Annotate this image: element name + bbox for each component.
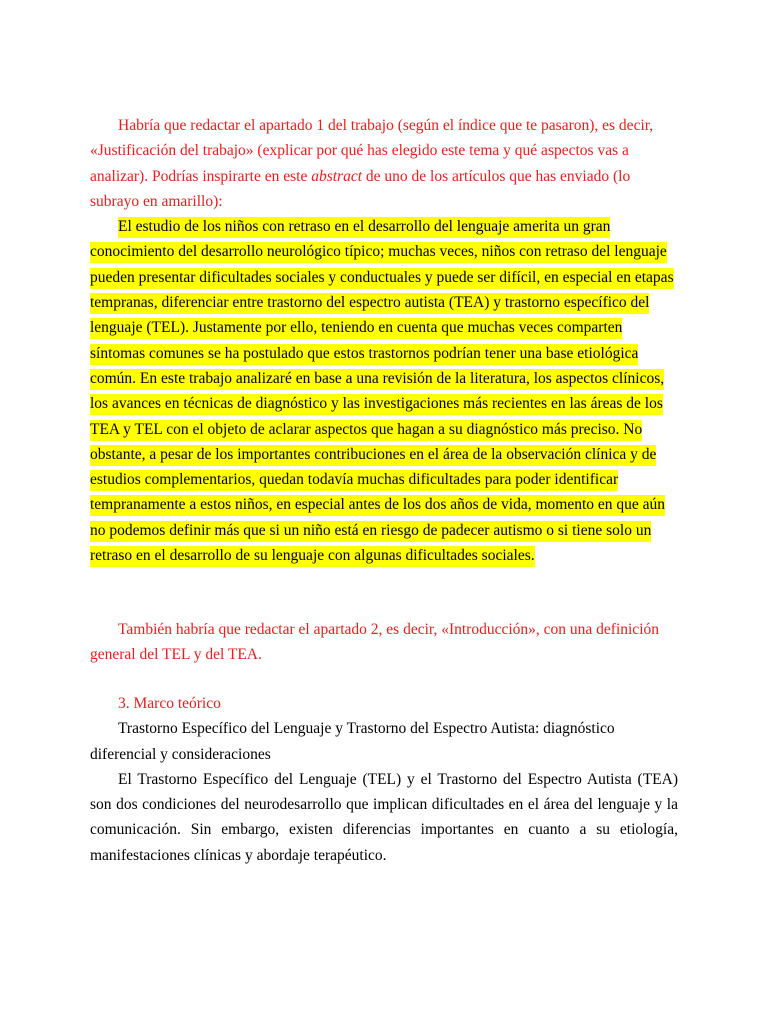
instruction-1-italic-word: abstract	[311, 167, 363, 185]
section-3-block	[90, 691, 678, 868]
section-3-body: El Trastorno Específico del Lenguaje (TEL) y el Trastorno del Espectro Autista (TEA) son dos condiciones del neurodesarrollo que implican dificultades en el área del lenguaje y la comunicación. Sin embargo, existen diferencias importantes en cuanto a su etiología, manifestaciones clínicas y abordaje terapéutico.	[90, 770, 678, 864]
instruction-paragraph-1	[90, 113, 678, 214]
section-3-heading: 3. Marco teórico	[118, 695, 221, 712]
instruction-paragraph-2: También habría que redactar el apartado 2, es decir, «Introducción», con una definición general del TEL y del TEA.	[90, 621, 659, 664]
highlighted-abstract: El estudio de los niños con retraso en el desarrollo del lenguaje amerita un gran conocimiento del desarrollo neurológico típico; muchas veces, niños con retraso del lenguaje pueden presentar dificultades sociales y conductuales y puede ser difícil, en especial en etapas tempranas, diferenciar entre trastorno del espectro autista (TEA) y trastorno específico del lenguaje (TEL). Justamente por ello, teniendo en cuenta que muchas veces comparten síntomas comunes se ha postulado que estos trastornos podrían tener una base etiológica común. En este trabajo analizaré en base a una revisión de la literatura, los aspectos clínicos, los avances en técnicas de diagnóstico y las investigaciones más recientes en las áreas de los TEA y TEL con el objeto de aclarar aspectos que hagan a su diagnóstico más preciso. No obstante, a pesar de los importantes contribuciones en el área de la observación clínica y de estudios complementarios, quedan todavía muchas dificultades para poder identificar tempranamente a estos niños, en especial antes de los dos años de vida, momento en que aún no podemos definir más que si un niño está en riesgo de padecer autismo o si tiene solo un retraso en el desarrollo de su lenguaje con algunas dificultades sociales.	[90, 217, 674, 567]
section-3-subtitle: Trastorno Específico del Lenguaje y Trastorno del Espectro Autista: diagnóstico diferencial y consideraciones	[90, 720, 615, 763]
instruction-1-text-end: de uno de los artículos que has enviado (lo subrayo en amarillo):	[90, 167, 631, 210]
intro-block	[90, 113, 678, 568]
instruction-block-2	[90, 617, 678, 668]
instruction-1-text: Habría que redactar el apartado 1 del trabajo (según el índice que te pasaron), es decir, «Justificación del trabajo» (explicar por qué has elegido este tema y qué aspectos vas a analizar). Podrías inspirarte en este	[90, 117, 654, 185]
abstract-paragraph	[90, 214, 678, 568]
